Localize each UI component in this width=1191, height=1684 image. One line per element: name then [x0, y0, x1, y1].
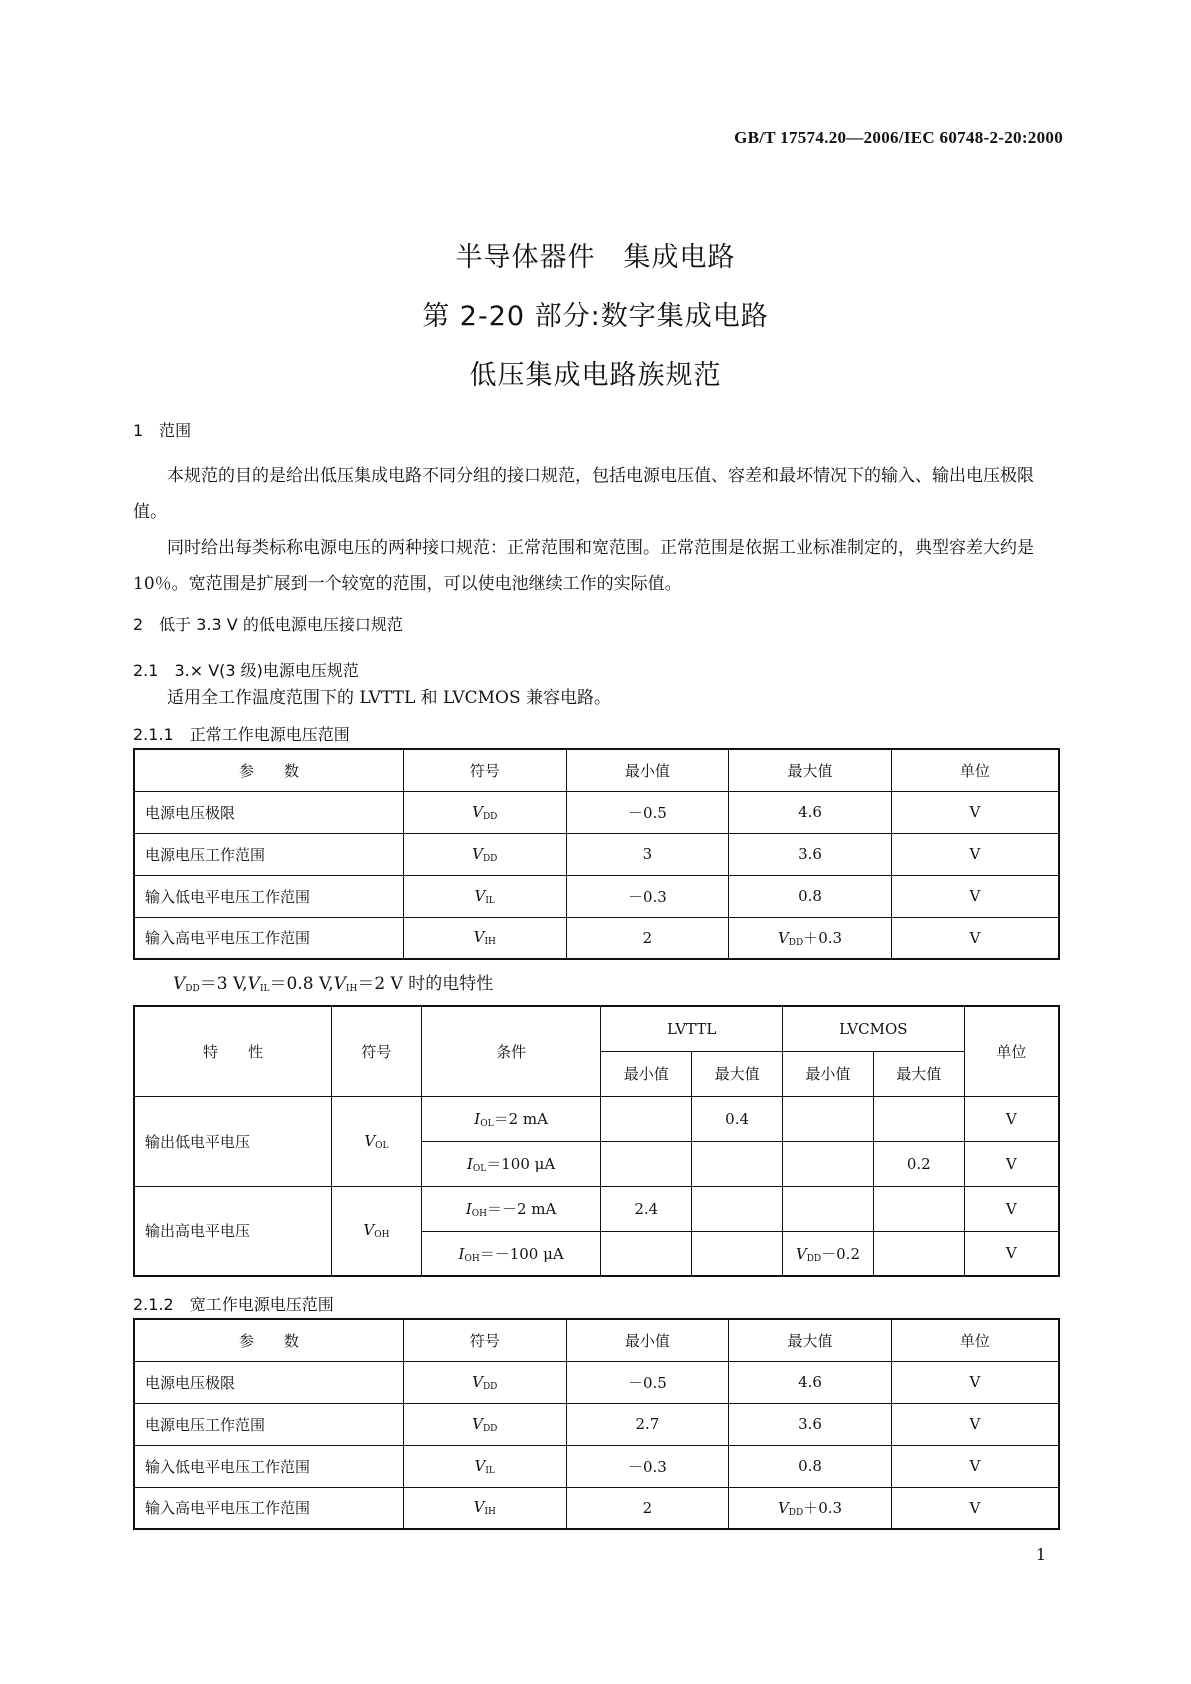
- header-symbol: 符号: [403, 749, 566, 791]
- param-cell: 输入低电平电压工作范围: [134, 1445, 403, 1487]
- value-cell: [692, 1141, 783, 1186]
- param-cell: 电源电压工作范围: [134, 1403, 403, 1445]
- value-cell: [692, 1186, 783, 1231]
- param-cell: 电源电压极限: [134, 791, 403, 833]
- max-cell: $V_{DD}+0.3$: [729, 1487, 892, 1529]
- section-2-1-2-heading: 2.1.2 宽工作电源电压范围: [133, 1295, 334, 1314]
- min-cell: 2: [566, 917, 729, 959]
- header-param: 参 数: [134, 749, 403, 791]
- unit-cell: V: [891, 791, 1059, 833]
- header-max: 最大值: [729, 749, 892, 791]
- symbol-cell: $V_{IH}$: [403, 917, 566, 959]
- max-cell: 3.6: [729, 833, 892, 875]
- header-unit: 单位: [891, 1319, 1059, 1361]
- symbol-cell: $V_{IL}$: [403, 1445, 566, 1487]
- unit-cell: V: [891, 1361, 1059, 1403]
- param-cell: 电源电压极限: [134, 1361, 403, 1403]
- symbol-cell: $V_{OH}$: [332, 1186, 422, 1276]
- value-cell: 0.4: [692, 1096, 783, 1141]
- value-cell: [873, 1096, 964, 1141]
- unit-cell: V: [964, 1141, 1059, 1186]
- unit-cell: V: [964, 1096, 1059, 1141]
- min-cell: 2.7: [566, 1403, 729, 1445]
- header-max: 最大值: [692, 1051, 783, 1096]
- section-1-para-2: 同时给出每类标称电源电压的两种接口规范：正常范围和宽范围。正常范围是依据工业标准制定的，典型容差大约是 10％。宽范围是扩展到一个较宽的范围，可以使电池继续工作的实际值。: [133, 538, 1034, 594]
- section-2-1-1-heading: 2.1.1 正常工作电源电压范围: [133, 725, 350, 744]
- characteristic-cell: 输出高电平电压: [134, 1186, 332, 1276]
- unit-cell: V: [964, 1186, 1059, 1231]
- max-cell: $V_{DD}+0.3$: [729, 917, 892, 959]
- standard-number: GB/T 17574.20—2006/IEC 60748-2-20:2000: [734, 128, 1063, 147]
- normal-range-table: [133, 748, 1060, 960]
- header-min: 最小值: [566, 749, 729, 791]
- title-line-3: 低压集成电路族规范: [469, 360, 722, 391]
- max-cell: 3.6: [729, 1403, 892, 1445]
- value-cell: $V_{DD}-0.2$: [783, 1231, 874, 1276]
- table-row: [134, 1361, 1059, 1403]
- symbol-cell: $V_{OL}$: [332, 1096, 422, 1186]
- min-cell: －0.5: [566, 1361, 729, 1403]
- table-header-row: [134, 749, 1059, 791]
- section-2-1-heading: 2.1 3.× V(3 级)电源电压规范: [133, 661, 359, 680]
- unit-cell: V: [891, 1445, 1059, 1487]
- value-cell: [601, 1231, 692, 1276]
- max-cell: 0.8: [729, 875, 892, 917]
- param-cell: 输入低电平电压工作范围: [134, 875, 403, 917]
- table-row: [134, 1445, 1059, 1487]
- condition-cell: $I_{OL}=100$ μA: [421, 1141, 601, 1186]
- section-2-1-text: 适用全工作温度范围下的 LVTTL 和 LVCMOS 兼容电路。: [167, 688, 611, 708]
- table-row: [134, 1096, 1059, 1141]
- value-cell: [601, 1096, 692, 1141]
- symbol-cell: $V_{IH}$: [403, 1487, 566, 1529]
- condition-line: $V_{DD}=3$ $V,V_{IL}=0.8$ $V,V_{IH}=2$ V 时的电特性: [173, 974, 494, 994]
- table-header-row: [134, 1006, 1059, 1051]
- symbol-cell: $V_{DD}$: [403, 833, 566, 875]
- table-row: [134, 1403, 1059, 1445]
- table-row: [134, 1487, 1059, 1529]
- header-min: 最小值: [783, 1051, 874, 1096]
- param-cell: 输入高电平电压工作范围: [134, 917, 403, 959]
- max-cell: 4.6: [729, 1361, 892, 1403]
- value-cell: 0.2: [873, 1141, 964, 1186]
- section-1-heading: 1 范围: [133, 421, 192, 440]
- header-lvttl: LVTTL: [601, 1006, 783, 1051]
- symbol-cell: $V_{DD}$: [403, 1403, 566, 1445]
- wide-range-table: [133, 1318, 1060, 1530]
- value-cell: [783, 1141, 874, 1186]
- value-cell: [873, 1231, 964, 1276]
- characteristic-cell: 输出低电平电压: [134, 1096, 332, 1186]
- min-cell: 3: [566, 833, 729, 875]
- condition-cell: $I_{OL}=2$ mA: [421, 1096, 601, 1141]
- unit-cell: V: [891, 1487, 1059, 1529]
- table-row: [134, 917, 1059, 959]
- header-min: 最小值: [566, 1319, 729, 1361]
- table-header-row: [134, 1319, 1059, 1361]
- header-min: 最小值: [601, 1051, 692, 1096]
- header-max: 最大值: [729, 1319, 892, 1361]
- header-unit: 单位: [891, 749, 1059, 791]
- symbol-cell: $V_{DD}$: [403, 1361, 566, 1403]
- table-row: [134, 833, 1059, 875]
- document-title: [0, 228, 1191, 405]
- max-cell: 4.6: [729, 791, 892, 833]
- header-characteristic: 特 性: [134, 1006, 332, 1096]
- header-max: 最大值: [873, 1051, 964, 1096]
- section-2-heading: 2 低于 3.3 V 的低电源电压接口规范: [133, 615, 403, 634]
- table-row: [134, 875, 1059, 917]
- title-line-2: 第 2-20 部分:数字集成电路: [422, 301, 769, 332]
- symbol-cell: $V_{DD}$: [403, 791, 566, 833]
- min-cell: －0.5: [566, 791, 729, 833]
- header-param: 参 数: [134, 1319, 403, 1361]
- value-cell: 2.4: [601, 1186, 692, 1231]
- electrical-characteristics-table: [133, 1005, 1060, 1277]
- param-cell: 输入高电平电压工作范围: [134, 1487, 403, 1529]
- condition-cell: $I_{OH}=-2$ mA: [421, 1186, 601, 1231]
- value-cell: [601, 1141, 692, 1186]
- condition-cell: $I_{OH}=-100$ μA: [421, 1231, 601, 1276]
- section-1-para-1: 本规范的目的是给出低压集成电路不同分组的接口规范，包括电源电压值、容差和最坏情况下的输入、输出电压极限值。: [133, 466, 1034, 522]
- symbol-cell: $V_{IL}$: [403, 875, 566, 917]
- value-cell: [692, 1231, 783, 1276]
- value-cell: [873, 1186, 964, 1231]
- unit-cell: V: [964, 1231, 1059, 1276]
- unit-cell: V: [891, 833, 1059, 875]
- header-condition: 条件: [421, 1006, 601, 1096]
- value-cell: [783, 1096, 874, 1141]
- unit-cell: V: [891, 917, 1059, 959]
- min-cell: －0.3: [566, 1445, 729, 1487]
- unit-cell: V: [891, 1403, 1059, 1445]
- header-symbol: 符号: [332, 1006, 422, 1096]
- min-cell: 2: [566, 1487, 729, 1529]
- value-cell: [783, 1186, 874, 1231]
- title-line-1: 半导体器件 集成电路: [455, 242, 736, 273]
- param-cell: 电源电压工作范围: [134, 833, 403, 875]
- header-symbol: 符号: [403, 1319, 566, 1361]
- header-lvcmos: LVCMOS: [783, 1006, 965, 1051]
- min-cell: －0.3: [566, 875, 729, 917]
- max-cell: 0.8: [729, 1445, 892, 1487]
- unit-cell: V: [891, 875, 1059, 917]
- table-row: [134, 791, 1059, 833]
- page-number: 1: [1035, 1545, 1046, 1564]
- header-unit: 单位: [964, 1006, 1059, 1096]
- table-row: [134, 1186, 1059, 1231]
